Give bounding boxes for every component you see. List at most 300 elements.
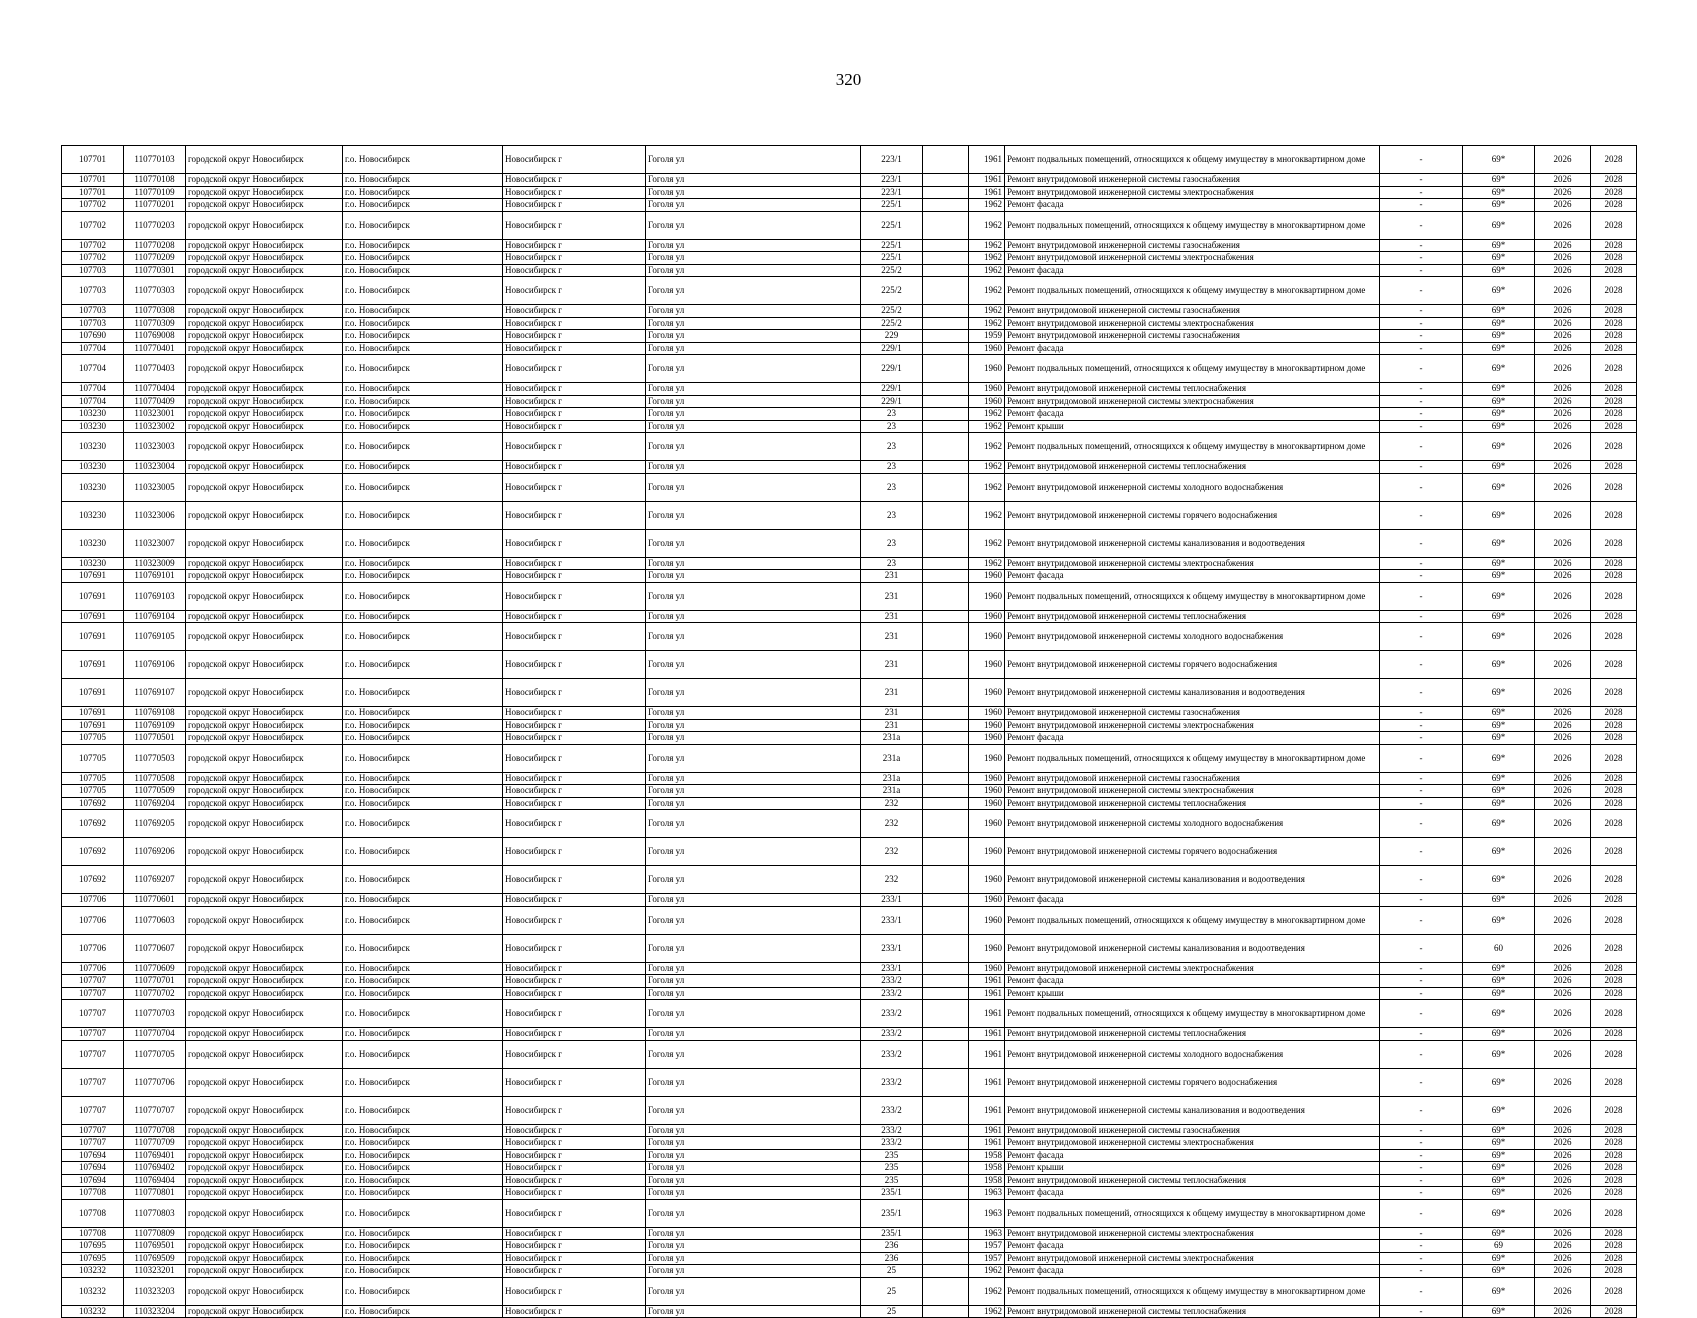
cell-city: Новосибирск г	[503, 732, 646, 745]
cell-street: Гоголя ул	[646, 744, 861, 772]
cell-work-type: Ремонт внутридомовой инженерной системы электроснабжения	[1005, 1137, 1380, 1150]
cell-city: Новосибирск г	[503, 408, 646, 421]
cell-start-year: 2026	[1535, 277, 1591, 305]
cell-city: Новосибирск г	[503, 383, 646, 396]
cell-street: Гоголя ул	[646, 330, 861, 343]
cell-district: городской округ Новосибирск	[186, 797, 343, 810]
cell-end-year: 2028	[1591, 1187, 1637, 1200]
cell-end-year: 2028	[1591, 383, 1637, 396]
cell-start-year: 2026	[1535, 1187, 1591, 1200]
table-row	[62, 732, 1637, 745]
cell-object-id: 107690	[62, 330, 124, 343]
cell-municipality: г.о. Новосибирск	[343, 785, 503, 798]
cell-wear-value: 69*	[1463, 239, 1535, 252]
cell-municipality: г.о. Новосибирск	[343, 433, 503, 461]
cell-work-code: 110770503	[124, 744, 186, 772]
cell-dash: -	[1380, 211, 1463, 239]
cell-house: 232	[861, 866, 923, 894]
cell-end-year: 2028	[1591, 866, 1637, 894]
cell-object-id: 107701	[62, 146, 124, 174]
cell-dash: -	[1380, 623, 1463, 651]
cell-object-id: 107707	[62, 1040, 124, 1068]
cell-municipality: г.о. Новосибирск	[343, 1187, 503, 1200]
cell-end-year: 2028	[1591, 719, 1637, 732]
cell-work-code: 110770609	[124, 962, 186, 975]
cell-end-year: 2028	[1591, 1149, 1637, 1162]
cell-year-built: 1960	[969, 355, 1005, 383]
cell-end-year: 2028	[1591, 772, 1637, 785]
cell-street: Гоголя ул	[646, 975, 861, 988]
cell-end-year: 2028	[1591, 420, 1637, 433]
cell-year-built: 1960	[969, 744, 1005, 772]
cell-start-year: 2026	[1535, 1162, 1591, 1175]
cell-district: городской округ Новосибирск	[186, 557, 343, 570]
table-row	[62, 934, 1637, 962]
table-row	[62, 330, 1637, 343]
cell-building	[923, 962, 969, 975]
cell-building	[923, 330, 969, 343]
cell-municipality: г.о. Новосибирск	[343, 1028, 503, 1041]
cell-building	[923, 679, 969, 707]
cell-work-type: Ремонт внутридомовой инженерной системы электроснабжения	[1005, 1252, 1380, 1265]
cell-start-year: 2026	[1535, 987, 1591, 1000]
cell-work-code: 110770301	[124, 264, 186, 277]
cell-house: 233/1	[861, 894, 923, 907]
cell-dash: -	[1380, 570, 1463, 583]
cell-end-year: 2028	[1591, 342, 1637, 355]
cell-district: городской округ Новосибирск	[186, 433, 343, 461]
cell-work-code: 110770208	[124, 239, 186, 252]
cell-house: 235/1	[861, 1227, 923, 1240]
cell-district: городской округ Новосибирск	[186, 906, 343, 934]
cell-wear-value: 69*	[1463, 1199, 1535, 1227]
cell-year-built: 1960	[969, 719, 1005, 732]
cell-district: городской округ Новосибирск	[186, 1162, 343, 1175]
cell-house: 231а	[861, 772, 923, 785]
cell-work-type: Ремонт внутридомовой инженерной системы холодного водоснабжения	[1005, 1040, 1380, 1068]
cell-end-year: 2028	[1591, 744, 1637, 772]
table-row	[62, 239, 1637, 252]
cell-city: Новосибирск г	[503, 277, 646, 305]
cell-house: 233/2	[861, 987, 923, 1000]
table-row	[62, 975, 1637, 988]
cell-city: Новосибирск г	[503, 610, 646, 623]
cell-dash: -	[1380, 1277, 1463, 1305]
cell-work-type: Ремонт внутридомовой инженерной системы холодного водоснабжения	[1005, 623, 1380, 651]
cell-object-id: 107706	[62, 894, 124, 907]
cell-object-id: 107704	[62, 395, 124, 408]
cell-start-year: 2026	[1535, 557, 1591, 570]
cell-municipality: г.о. Новосибирск	[343, 1174, 503, 1187]
cell-year-built: 1960	[969, 785, 1005, 798]
cell-object-id: 107692	[62, 810, 124, 838]
cell-street: Гоголя ул	[646, 1149, 861, 1162]
cell-year-built: 1960	[969, 732, 1005, 745]
cell-street: Гоголя ул	[646, 582, 861, 610]
cell-object-id: 107702	[62, 239, 124, 252]
cell-work-type: Ремонт внутридомовой инженерной системы электроснабжения	[1005, 1227, 1380, 1240]
cell-object-id: 107704	[62, 342, 124, 355]
cell-dash: -	[1380, 433, 1463, 461]
cell-object-id: 107707	[62, 1028, 124, 1041]
cell-end-year: 2028	[1591, 1000, 1637, 1028]
cell-work-code: 110770607	[124, 934, 186, 962]
cell-work-code: 110769401	[124, 1149, 186, 1162]
cell-year-built: 1961	[969, 1000, 1005, 1028]
cell-work-code: 110323004	[124, 461, 186, 474]
cell-building	[923, 838, 969, 866]
cell-object-id: 107701	[62, 174, 124, 187]
cell-year-built: 1961	[969, 1068, 1005, 1096]
cell-start-year: 2026	[1535, 383, 1591, 396]
cell-object-id: 107703	[62, 264, 124, 277]
cell-city: Новосибирск г	[503, 707, 646, 720]
cell-start-year: 2026	[1535, 355, 1591, 383]
cell-start-year: 2026	[1535, 719, 1591, 732]
cell-wear-value: 69*	[1463, 838, 1535, 866]
cell-dash: -	[1380, 395, 1463, 408]
cell-house: 231	[861, 719, 923, 732]
cell-municipality: г.о. Новосибирск	[343, 252, 503, 265]
cell-street: Гоголя ул	[646, 239, 861, 252]
cell-building	[923, 797, 969, 810]
cell-work-code: 110770308	[124, 305, 186, 318]
table-row	[62, 1174, 1637, 1187]
cell-wear-value: 69*	[1463, 962, 1535, 975]
cell-house: 223/1	[861, 146, 923, 174]
cell-house: 225/1	[861, 199, 923, 212]
cell-object-id: 107695	[62, 1252, 124, 1265]
cell-work-code: 110770409	[124, 395, 186, 408]
cell-house: 23	[861, 557, 923, 570]
cell-start-year: 2026	[1535, 1240, 1591, 1253]
cell-municipality: г.о. Новосибирск	[343, 1277, 503, 1305]
cell-city: Новосибирск г	[503, 557, 646, 570]
cell-street: Гоголя ул	[646, 1277, 861, 1305]
cell-street: Гоголя ул	[646, 1028, 861, 1041]
table-row	[62, 1199, 1637, 1227]
cell-work-type: Ремонт фасада	[1005, 894, 1380, 907]
cell-building	[923, 557, 969, 570]
cell-district: городской округ Новосибирск	[186, 1252, 343, 1265]
cell-year-built: 1960	[969, 342, 1005, 355]
cell-house: 23	[861, 420, 923, 433]
cell-work-type: Ремонт внутридомовой инженерной системы газоснабжения	[1005, 239, 1380, 252]
table-row	[62, 866, 1637, 894]
cell-dash: -	[1380, 252, 1463, 265]
cell-municipality: г.о. Новосибирск	[343, 610, 503, 623]
cell-work-type: Ремонт внутридомовой инженерной системы теплоснабжения	[1005, 461, 1380, 474]
cell-house: 225/1	[861, 211, 923, 239]
cell-dash: -	[1380, 239, 1463, 252]
cell-wear-value: 69*	[1463, 317, 1535, 330]
cell-object-id: 107706	[62, 934, 124, 962]
cell-wear-value: 69*	[1463, 582, 1535, 610]
cell-wear-value: 69*	[1463, 1174, 1535, 1187]
table-row	[62, 838, 1637, 866]
cell-dash: -	[1380, 1305, 1463, 1318]
cell-city: Новосибирск г	[503, 1137, 646, 1150]
cell-start-year: 2026	[1535, 679, 1591, 707]
cell-start-year: 2026	[1535, 1199, 1591, 1227]
cell-wear-value: 69*	[1463, 342, 1535, 355]
cell-work-code: 110770209	[124, 252, 186, 265]
cell-municipality: г.о. Новосибирск	[343, 987, 503, 1000]
cell-district: городской округ Новосибирск	[186, 199, 343, 212]
cell-city: Новосибирск г	[503, 1227, 646, 1240]
cell-year-built: 1961	[969, 987, 1005, 1000]
cell-end-year: 2028	[1591, 838, 1637, 866]
cell-city: Новосибирск г	[503, 433, 646, 461]
cell-work-type: Ремонт внутридомовой инженерной системы канализования и водоотведения	[1005, 529, 1380, 557]
cell-building	[923, 987, 969, 1000]
cell-house: 232	[861, 838, 923, 866]
cell-wear-value: 69*	[1463, 623, 1535, 651]
cell-municipality: г.о. Новосибирск	[343, 1305, 503, 1318]
cell-start-year: 2026	[1535, 1227, 1591, 1240]
cell-wear-value: 69*	[1463, 395, 1535, 408]
cell-work-code: 110323201	[124, 1265, 186, 1278]
cell-year-built: 1960	[969, 866, 1005, 894]
cell-start-year: 2026	[1535, 186, 1591, 199]
cell-dash: -	[1380, 557, 1463, 570]
cell-object-id: 107691	[62, 610, 124, 623]
cell-building	[923, 317, 969, 330]
cell-street: Гоголя ул	[646, 433, 861, 461]
cell-year-built: 1963	[969, 1227, 1005, 1240]
table-row	[62, 277, 1637, 305]
cell-wear-value: 60	[1463, 934, 1535, 962]
table-row	[62, 1227, 1637, 1240]
cell-municipality: г.о. Новосибирск	[343, 473, 503, 501]
cell-dash: -	[1380, 1240, 1463, 1253]
cell-work-type: Ремонт внутридомовой инженерной системы горячего водоснабжения	[1005, 651, 1380, 679]
cell-object-id: 103232	[62, 1277, 124, 1305]
cell-wear-value: 69*	[1463, 355, 1535, 383]
cell-wear-value: 69*	[1463, 1068, 1535, 1096]
cell-municipality: г.о. Новосибирск	[343, 355, 503, 383]
table-row	[62, 186, 1637, 199]
cell-house: 233/1	[861, 934, 923, 962]
cell-wear-value: 69*	[1463, 264, 1535, 277]
table-row	[62, 707, 1637, 720]
table-row	[62, 1187, 1637, 1200]
cell-city: Новосибирск г	[503, 461, 646, 474]
cell-city: Новосибирск г	[503, 330, 646, 343]
cell-wear-value: 69*	[1463, 785, 1535, 798]
cell-district: городской округ Новосибирск	[186, 1124, 343, 1137]
cell-wear-value: 69*	[1463, 610, 1535, 623]
table-row	[62, 1068, 1637, 1096]
table-row	[62, 342, 1637, 355]
cell-work-type: Ремонт подвальных помещений, относящихся к общему имуществу в многоквартирном доме	[1005, 433, 1380, 461]
cell-district: городской округ Новосибирск	[186, 1149, 343, 1162]
cell-house: 229	[861, 330, 923, 343]
cell-district: городской округ Новосибирск	[186, 610, 343, 623]
cell-object-id: 103230	[62, 420, 124, 433]
cell-dash: -	[1380, 934, 1463, 962]
cell-end-year: 2028	[1591, 1096, 1637, 1124]
cell-start-year: 2026	[1535, 317, 1591, 330]
cell-object-id: 103230	[62, 408, 124, 421]
cell-house: 23	[861, 433, 923, 461]
cell-wear-value: 69*	[1463, 1305, 1535, 1318]
cell-end-year: 2028	[1591, 1040, 1637, 1068]
cell-dash: -	[1380, 1252, 1463, 1265]
cell-house: 223/1	[861, 186, 923, 199]
cell-work-code: 110769205	[124, 810, 186, 838]
cell-street: Гоголя ул	[646, 199, 861, 212]
cell-object-id: 107704	[62, 355, 124, 383]
cell-wear-value: 69*	[1463, 707, 1535, 720]
cell-year-built: 1961	[969, 1028, 1005, 1041]
cell-work-type: Ремонт внутридомовой инженерной системы электроснабжения	[1005, 317, 1380, 330]
cell-district: городской округ Новосибирск	[186, 651, 343, 679]
cell-city: Новосибирск г	[503, 772, 646, 785]
cell-street: Гоголя ул	[646, 1068, 861, 1096]
cell-start-year: 2026	[1535, 651, 1591, 679]
cell-end-year: 2028	[1591, 1227, 1637, 1240]
cell-district: городской округ Новосибирск	[186, 679, 343, 707]
cell-building	[923, 199, 969, 212]
cell-city: Новосибирск г	[503, 570, 646, 583]
cell-dash: -	[1380, 582, 1463, 610]
table-row	[62, 962, 1637, 975]
cell-dash: -	[1380, 1096, 1463, 1124]
table-row	[62, 679, 1637, 707]
cell-work-type: Ремонт фасада	[1005, 1149, 1380, 1162]
cell-start-year: 2026	[1535, 174, 1591, 187]
cell-city: Новосибирск г	[503, 1149, 646, 1162]
table-row	[62, 582, 1637, 610]
cell-work-code: 110323203	[124, 1277, 186, 1305]
cell-object-id: 107691	[62, 719, 124, 732]
cell-end-year: 2028	[1591, 1124, 1637, 1137]
cell-end-year: 2028	[1591, 1277, 1637, 1305]
cell-building	[923, 433, 969, 461]
cell-street: Гоголя ул	[646, 252, 861, 265]
cell-year-built: 1962	[969, 277, 1005, 305]
cell-district: городской округ Новосибирск	[186, 252, 343, 265]
cell-end-year: 2028	[1591, 501, 1637, 529]
cell-end-year: 2028	[1591, 146, 1637, 174]
cell-year-built: 1961	[969, 1137, 1005, 1150]
cell-building	[923, 383, 969, 396]
cell-dash: -	[1380, 732, 1463, 745]
cell-district: городской округ Новосибирск	[186, 962, 343, 975]
cell-street: Гоголя ул	[646, 277, 861, 305]
cell-work-type: Ремонт крыши	[1005, 987, 1380, 1000]
cell-street: Гоголя ул	[646, 797, 861, 810]
cell-work-type: Ремонт подвальных помещений, относящихся к общему имуществу в многоквартирном доме	[1005, 1277, 1380, 1305]
cell-year-built: 1959	[969, 330, 1005, 343]
table-row	[62, 199, 1637, 212]
table-row	[62, 797, 1637, 810]
cell-street: Гоголя ул	[646, 420, 861, 433]
cell-city: Новосибирск г	[503, 1000, 646, 1028]
cell-street: Гоголя ул	[646, 395, 861, 408]
cell-start-year: 2026	[1535, 264, 1591, 277]
cell-end-year: 2028	[1591, 987, 1637, 1000]
cell-year-built: 1962	[969, 473, 1005, 501]
table-row	[62, 408, 1637, 421]
cell-end-year: 2028	[1591, 906, 1637, 934]
cell-municipality: г.о. Новосибирск	[343, 934, 503, 962]
cell-dash: -	[1380, 355, 1463, 383]
table-row	[62, 906, 1637, 934]
cell-work-type: Ремонт подвальных помещений, относящихся к общему имуществу в многоквартирном доме	[1005, 744, 1380, 772]
cell-street: Гоголя ул	[646, 1252, 861, 1265]
cell-house: 235/1	[861, 1187, 923, 1200]
cell-dash: -	[1380, 679, 1463, 707]
cell-object-id: 107694	[62, 1149, 124, 1162]
cell-dash: -	[1380, 330, 1463, 343]
cell-work-type: Ремонт внутридомовой инженерной системы канализования и водоотведения	[1005, 1096, 1380, 1124]
cell-house: 231а	[861, 744, 923, 772]
cell-work-type: Ремонт внутридомовой инженерной системы электроснабжения	[1005, 785, 1380, 798]
cell-year-built: 1963	[969, 1187, 1005, 1200]
cell-work-code: 110769109	[124, 719, 186, 732]
cell-work-type: Ремонт внутридомовой инженерной системы электроснабжения	[1005, 252, 1380, 265]
cell-city: Новосибирск г	[503, 719, 646, 732]
cell-dash: -	[1380, 199, 1463, 212]
cell-work-type: Ремонт внутридомовой инженерной системы теплоснабжения	[1005, 383, 1380, 396]
cell-city: Новосибирск г	[503, 934, 646, 962]
table-row	[62, 1265, 1637, 1278]
cell-street: Гоголя ул	[646, 1000, 861, 1028]
cell-district: городской округ Новосибирск	[186, 894, 343, 907]
cell-start-year: 2026	[1535, 461, 1591, 474]
cell-start-year: 2026	[1535, 785, 1591, 798]
cell-street: Гоголя ул	[646, 501, 861, 529]
cell-dash: -	[1380, 906, 1463, 934]
cell-year-built: 1962	[969, 420, 1005, 433]
cell-dash: -	[1380, 317, 1463, 330]
cell-object-id: 107691	[62, 707, 124, 720]
cell-year-built: 1961	[969, 1124, 1005, 1137]
cell-municipality: г.о. Новосибирск	[343, 342, 503, 355]
cell-city: Новосибирск г	[503, 317, 646, 330]
table-row	[62, 355, 1637, 383]
cell-building	[923, 1137, 969, 1150]
cell-dash: -	[1380, 264, 1463, 277]
cell-year-built: 1962	[969, 317, 1005, 330]
cell-start-year: 2026	[1535, 744, 1591, 772]
cell-district: городской округ Новосибирск	[186, 1096, 343, 1124]
cell-wear-value: 69*	[1463, 1187, 1535, 1200]
cell-year-built: 1961	[969, 186, 1005, 199]
cell-building	[923, 395, 969, 408]
table-row	[62, 1277, 1637, 1305]
cell-municipality: г.о. Новосибирск	[343, 408, 503, 421]
cell-building	[923, 1252, 969, 1265]
cell-object-id: 103230	[62, 473, 124, 501]
cell-wear-value: 69*	[1463, 1162, 1535, 1175]
cell-municipality: г.о. Новосибирск	[343, 719, 503, 732]
cell-city: Новосибирск г	[503, 305, 646, 318]
cell-building	[923, 623, 969, 651]
cell-year-built: 1960	[969, 610, 1005, 623]
cell-year-built: 1960	[969, 838, 1005, 866]
cell-street: Гоголя ул	[646, 1040, 861, 1068]
cell-work-code: 110770809	[124, 1227, 186, 1240]
table-row	[62, 744, 1637, 772]
cell-work-type: Ремонт подвальных помещений, относящихся к общему имуществу в многоквартирном доме	[1005, 1199, 1380, 1227]
cell-district: городской округ Новосибирск	[186, 239, 343, 252]
cell-district: городской округ Новосибирск	[186, 1305, 343, 1318]
cell-municipality: г.о. Новосибирск	[343, 1149, 503, 1162]
cell-municipality: г.о. Новосибирск	[343, 330, 503, 343]
